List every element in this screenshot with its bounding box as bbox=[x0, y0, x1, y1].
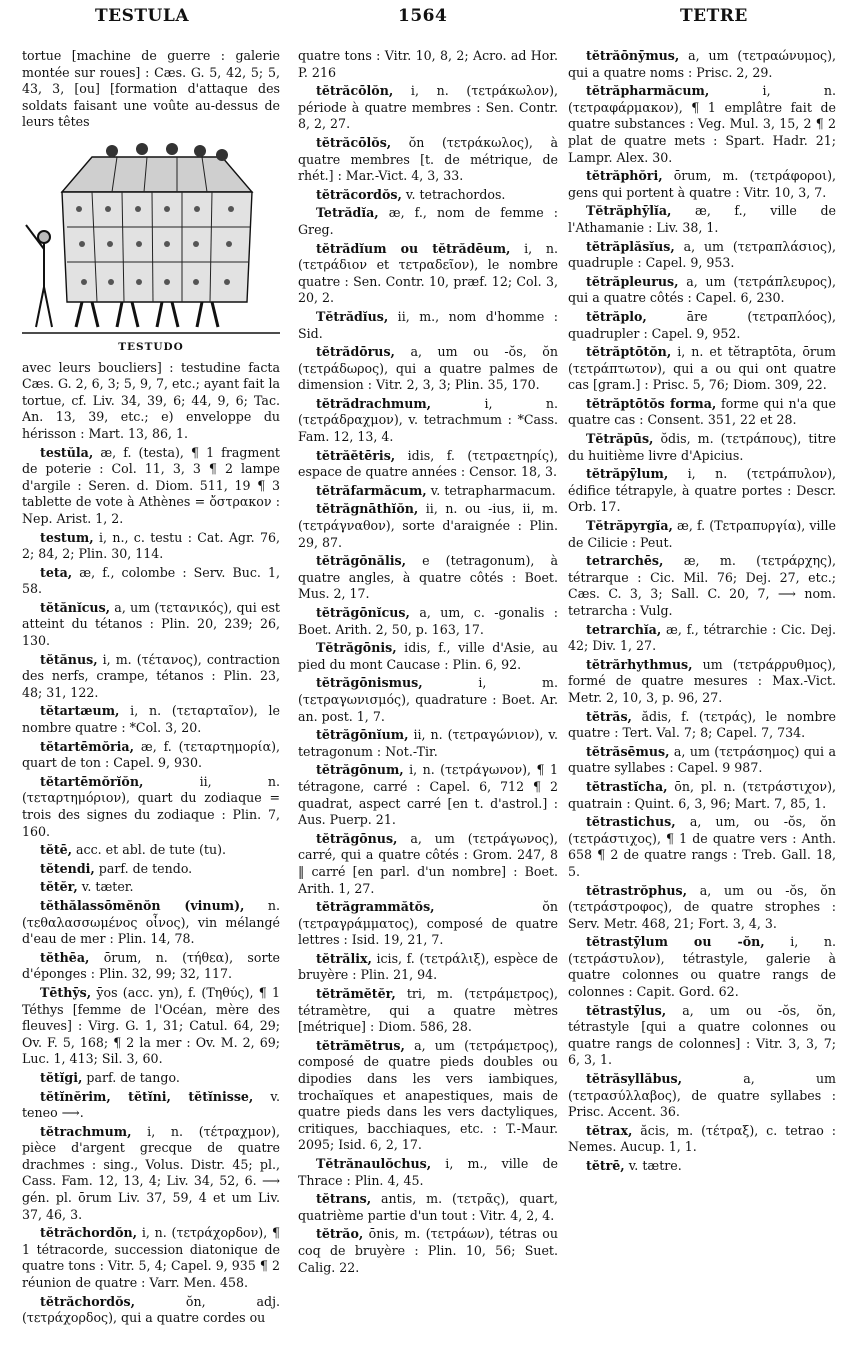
dictionary-entry: tĕtrădrachmum, i, n. (τετράδραχμον), v. tetrachmum : *Cass. Fam. 12, 13, 4. bbox=[298, 395, 558, 445]
dictionary-entry: tĕtrăgnāthĭŏn, ii, n. ou -ius, ii, m. (τετράγναθον), sorte d'araignée : Plin. 29, 87. bbox=[298, 501, 558, 550]
dictionary-entry: tĕtrăptōtŏn, i, n. et tĕtraptōta, ōrum (τετράπτωτον), qui a ou qui ont quatre cas [gram.] : Prisc. 5, 76; Diom. 309, 22. bbox=[568, 344, 836, 393]
dictionary-entry: tĕtrăsyllăbus, a, um (τετρασύλλαβος), de quatre syllabes : Prisc. Accent. 36. bbox=[568, 1071, 836, 1120]
dictionary-entry: Tĕtrăphȳlĭa, æ, f., ville de l'Athamanie : Liv. 38, 1. bbox=[568, 203, 836, 235]
figure-caption: TESTUDO bbox=[118, 340, 184, 353]
dictionary-entry: tortue [machine de guerre : galerie montée sur roues] : Cæs. G. 5, 42, 5; 5, 43, 3, [ou] [formation d'attaque des soldats faisant une voûte au-dessus de leurs têtes bbox=[22, 48, 280, 130]
dictionary-entry: Tĕtrăpyrgĭa, æ, f. (Τετραπυργία), ville de Cilicie : Peut. bbox=[568, 518, 836, 550]
dictionary-entry: tĕtrăphŏri, ōrum, m. (τετράφοροι), gens qui portent à quatre : Vitr. 10, 3, 7. bbox=[568, 168, 836, 200]
dictionary-entry: tĕtrămĕtrus, a, um (τετράμετρος), composé de quatre pieds doubles ou dipodies dans les vers iambiques, trochaïques et anapestiques, mais de quatre pieds dans les vers dactyliques, critiques, bacchiaques, etc. : T.-Maur. 2095; Isid. 6, 2, 17. bbox=[298, 1037, 558, 1153]
dictionary-entry: tĕtrăgōnĭum, ii, n. (τετραγώνιον), v. tetragonum : Not.-Tir. bbox=[298, 727, 558, 759]
dictionary-entry: tĕtrăs, ădis, f. (τετράς), le nombre quatre : Tert. Val. 7; 8; Capel. 7, 734. bbox=[568, 708, 836, 741]
dictionary-entry: Tetrădĭa, æ, f., nom de femme : Greg. bbox=[298, 205, 558, 237]
dictionary-entry: tĕtrăcōlŏn, i, n. (τετράκωλον), période à quatre membres : Sen. Contr. 8, 2, 27. bbox=[298, 83, 558, 132]
dictionary-entry: tĕtrăfarmăcum, v. tetrapharmacum. bbox=[316, 482, 556, 498]
dictionary-entry: tĕtrachmum, i, n. (τέτραχμον), pièce d'argent grecque de quatre drachmes : sing., Volus. Distr. 45; pl., Cass. Fam. 12, 13, 4; Liv. 34, 52, 6. ⟶ gén. pl. ōrum Liv. 37, 59, 4 et um Liv. 37, 46, 3. bbox=[22, 1123, 280, 1222]
dictionary-entry: tĕtrăĕtēris, idis, f. (τετραετηρίς), espace de quatre années : Censor. 18, 3. bbox=[298, 447, 558, 480]
dictionary-entry: tĕtrastrŏphus, a, um ou -ŏs, ŏn (τετράστροφος), de quatre strophes : Serv. Metr. 468, 21; Fort. 3, 4, 3. bbox=[568, 882, 836, 931]
dictionary-entry: Tĕtrădĭus, ii, m., nom d'homme : Sid. bbox=[298, 308, 558, 341]
dictionary-entry: tetrarchēs, æ, m. (τετράρχης), tétrarque : Cic. Mil. 76; Dej. 27, etc.; Cæs. C. 3, 3; Sall. C. 20, 7, ⟶ nom. tetrarcha : Vulg. bbox=[568, 553, 836, 618]
dictionary-entry: tĕtrăōnȳmus, a, um (τετραώνυμος), qui a quatre noms : Prisc. 2, 29. bbox=[568, 48, 836, 80]
dictionary-entry: tĕtrastichus, a, um, ou -ŏs, ŏn (τετράστιχος), ¶ 1 de quatre vers : Anth. 658 ¶ 2 de quatre rangs : Treb. Gall. 18, 5. bbox=[568, 814, 836, 879]
dictionary-entry: tetrarchĭa, æ, f., tétrarchie : Cic. Dej. 42; Div. 1, 27. bbox=[568, 621, 836, 654]
dictionary-entry: tĕtrăgōnĭcus, a, um, c. -gonalis : Boet. Arith. 2, 50, p. 163, 17. bbox=[298, 605, 558, 637]
dictionary-entry: Tēthȳs, ȳos (acc. yn), f. (Τηθύς), ¶ 1 Téthys [femme de l'Océan, mère des fleuves] : Virg. G. 1, 31; Catul. 64, 29; Ov. F. 5, 168; ¶ 2 la mer : Ov. M. 2, 69; Luc. 1, 413; Sil. 3, 60. bbox=[22, 984, 280, 1067]
dictionary-entry: tĕtartēmŏria, æ, f. (τεταρτημορία), quart de ton : Capel. 9, 930. bbox=[22, 738, 280, 771]
dictionary-entry: tĕtănĭcus, a, um (τετανικός), qui est atteint du tétanos : Plin. 20, 239; 26, 130. bbox=[22, 599, 280, 649]
dictionary-entry: tĕtĭnĕrim, tĕtĭni, tĕtĭnisse, v. teneo ⟶. bbox=[22, 1088, 280, 1121]
dictionary-entry: tĕtrăo, ōnis, m. (τετράων), tétras ou coq de bruyère : Plin. 10, 56; Suet. Calig. 22. bbox=[298, 1226, 558, 1275]
dictionary-entry: tĕtrăgōnălis, e (tetragonum), à quatre angles, à quatre côtés : Boet. Mus. 2, 17. bbox=[298, 553, 558, 602]
dictionary-entry: tĕtrăpharmăcum, i, n. (τετραφάρμακον), ¶ 1 emplâtre fait de quatre substances : Veg. Mul. 3, 15, 2 ¶ 2 plat de quatre mets : Spart. Hadr. 21; Lampr. Alex. 30. bbox=[568, 83, 836, 165]
dictionary-entry: tĕtrăsēmus, a, um (τετράσημος) qui a quatre syllabes : Capel. 9 987. bbox=[568, 743, 836, 776]
dictionary-entry: tĕtrăcōlŏs, ŏn (τετράκωλος), à quatre membres [t. de métrique, de rhét.] : Mar.-Vict. 4, 3, 33. bbox=[298, 134, 558, 184]
dictionary-entry: avec leurs boucliers] : testudine facta Cæs. G. 2, 6, 3; 5, 9, 7, etc.; ayant fait la tortue, cf. Liv. 34, 39, 6; 44, 9, 6; Tac. An. 13, 39, etc.; e) enveloppe du hérisson : Mart. 13, 86, 1. bbox=[22, 359, 280, 441]
dictionary-entry: tĕtrax, ăcis, m. (τέτραξ), c. tetrao : Nemes. Aucup. 1, 1. bbox=[568, 1122, 836, 1155]
dictionary-entry: quatre tons : Vitr. 10, 8, 2; Acro. ad Hor. P. 216 bbox=[298, 48, 558, 80]
dictionary-entry: tĕtrăpleurus, a, um (τετράπλευρος), qui a quatre côtés : Capel. 6, 230. bbox=[568, 273, 836, 306]
dictionary-entry: tĕtrans, antis, m. (τετρᾶς), quart, quatrième partie d'un tout : Vitr. 4, 2, 4. bbox=[298, 1191, 558, 1223]
header-left-guideword: TESTULA bbox=[95, 6, 190, 26]
dictionary-entry: tĕtendi, parf. de tendo. bbox=[40, 860, 193, 876]
dictionary-entry: testum, i, n., c. testu : Cat. Agr. 76, 2; 84, 2; Plin. 30, 114. bbox=[22, 529, 280, 562]
dictionary-entry: tĕtartēmŏrĭŏn, ii, n. (τεταρτημόριον), quart du zodiaque = trois des signes du zodiaque : Plin. 7, 160. bbox=[22, 773, 280, 839]
dictionary-entry: tĕtrastĭcha, ōn, pl. n. (τετράστιχον), quatrain : Quint. 6, 3, 96; Mart. 7, 85, 1. bbox=[568, 778, 836, 811]
dictionary-entry: testŭla, æ, f. (testa), ¶ 1 fragment de poterie : Col. 11, 3, 3 ¶ 2 lampe d'argile : Seren. d. Diom. 511, 19 ¶ 3 tablette de vote à Athènes = ὄστρακον : Nep. Arist. 1, 2. bbox=[22, 444, 280, 526]
dictionary-entry: teta, æ, f., colombe : Serv. Buc. 1, 58. bbox=[22, 564, 280, 597]
dictionary-entry: tĕtrăgōnum, i, n. (τετράγωνον), ¶ 1 tétragone, carré : Capel. 6, 712 ¶ 2 quadrat, aspect carré [en t. d'astrol.] : Aus. Puerp. 21. bbox=[298, 762, 558, 828]
dictionary-entry: tĕtănus, i, m. (τέτανος), contraction des nerfs, crampe, tétanos : Plin. 23, 48; 31, 122. bbox=[22, 651, 280, 700]
dictionary-entry: tĕtrăplo, āre (τετραπλόος), quadrupler : Capel. 9, 952. bbox=[568, 308, 836, 341]
dictionary-entry: Tĕtrăgōnis, idis, f., ville d'Asie, au pied du mont Caucase : Plin. 6, 92. bbox=[298, 640, 558, 672]
dictionary-entry: tĕtrăgrammătŏs, ŏn (τετραγράμματος), composé de quatre lettres : Isid. 19, 21, 7. bbox=[298, 899, 558, 948]
dictionary-entry: tĕtrălix, icis, f. (τετράλιξ), espèce de bruyère : Plin. 21, 94. bbox=[298, 950, 558, 983]
dictionary-entry: tĕtrăcordŏs, v. tetrachordos. bbox=[316, 186, 506, 202]
dictionary-entry: tĕtrăgōnus, a, um (τετράγωνος), carré, qui a quatre côtés : Grom. 247, 8 ‖ carré [en parl. d'un nombre] : Boet. Arith. 1, 27. bbox=[298, 830, 558, 896]
testudo-figure bbox=[22, 137, 280, 337]
dictionary-entry: tĕtē, acc. et abl. de tute (tu). bbox=[40, 842, 227, 858]
dictionary-entry: tĕtrăgōnismus, i, m. (τετραγωνισμός), quadrature : Boet. Ar. an. post. 1, 7. bbox=[298, 675, 558, 724]
dictionary-entry: tĕtrastȳlum ou -ŏn, i, n. (τετράστυλον), tétrastyle, galerie à quatre colonnes ou quatre rangs de colonnes : Capit. Gord. 62. bbox=[568, 934, 836, 1000]
dictionary-entry: tĕtrăpȳlum, i, n. (τετράπυλον), édifice tétrapyle, à quatre portes : Descr. Orb. 17. bbox=[568, 466, 836, 515]
dictionary-entry: tĕtrădōrus, a, um ou -ŏs, ŏn (τετράδωρος), qui a quatre palmes de dimension : Vitr. 2, 3, 3; Plin. 35, 170. bbox=[298, 344, 558, 393]
testudo-soldiers-illustration bbox=[22, 137, 280, 337]
dictionary-entry: tĕtartæum, i, n. (τεταρταῖον), le nombre quatre : *Col. 3, 20. bbox=[22, 703, 280, 736]
dictionary-entry: tĕtrăplăsĭus, a, um (τετραπλάσιος), quadruple : Capel. 9, 953. bbox=[568, 238, 836, 271]
dictionary-entry: tĕtrădĭum ou tĕtrădēum, i, n. (τετράδιον et τετραδεῖον), le nombre quatre : Sen. Contr. 10, præf. 12; Col. 3, 20, 2. bbox=[298, 240, 558, 306]
dictionary-entry: Tĕtrăpūs, ŏdis, m. (τετράπους), titre du huitième livre d'Apicius. bbox=[568, 431, 836, 463]
dictionary-entry: tĕthălassōmĕnŏn (vinum), n. (τεθαλασσωμένος οἶνος), vin mélangé d'eau de mer : Plin. 14, 78. bbox=[22, 897, 280, 947]
dictionary-entry: tĕtrē, v. tætre. bbox=[586, 1158, 682, 1173]
dictionary-entry: tĕtrămĕtĕr, tri, m. (τετράμετρος), tétramètre, qui a quatre mètres [métrique] : Diom. 586, 28. bbox=[298, 986, 558, 1035]
column-3 bbox=[568, 48, 836, 1343]
column-2 bbox=[298, 48, 558, 1343]
dictionary-entry: tĕtrastȳlus, a, um ou -ŏs, ŏn, tétrastyle [qui a quatre colonnes ou quatre rangs de colonnes] : Vitr. 3, 3, 7; 6, 3, 1. bbox=[568, 1002, 836, 1068]
dictionary-entry: tĕtrăchordŏn, i, n. (τετράχορδον), ¶ 1 tétracorde, succession diatonique de quatre tons : Vitr. 5, 4; Capel. 9, 935 ¶ 2 réunion de quatre : Varr. Men. 458. bbox=[22, 1225, 280, 1291]
dictionary-entry: tĕthēa, ōrum, n. (τήθεα), sorte d'éponges : Plin. 32, 99; 32, 117. bbox=[22, 949, 280, 982]
dictionary-entry: tĕtrăchordŏs, ŏn, adj. (τετράχορδος), qui a quatre cordes ou bbox=[22, 1293, 280, 1326]
dictionary-entry: Tĕtrănaulŏchus, i, m., ville de Thrace : Plin. 4, 45. bbox=[298, 1156, 558, 1188]
dictionary-entry: tĕtrărhythmus, um (τετράρρυθμος), formé de quatre mesures : Max.-Vict. Metr. 2, 10, 3, p. 96, 27. bbox=[568, 656, 836, 705]
dictionary-entry: tĕtrăptōtŏs forma, forme qui n'a que quatre cas : Consent. 351, 22 et 28. bbox=[568, 395, 836, 428]
dictionary-entry: tĕtĭgi, parf. de tango. bbox=[40, 1069, 180, 1085]
page-number: 1564 bbox=[398, 6, 448, 26]
column-1 bbox=[22, 48, 280, 1343]
header-right-guideword: TETRE bbox=[680, 6, 748, 26]
dictionary-entry: tĕtĕr, v. tæter. bbox=[40, 879, 134, 895]
page-header bbox=[0, 0, 858, 34]
